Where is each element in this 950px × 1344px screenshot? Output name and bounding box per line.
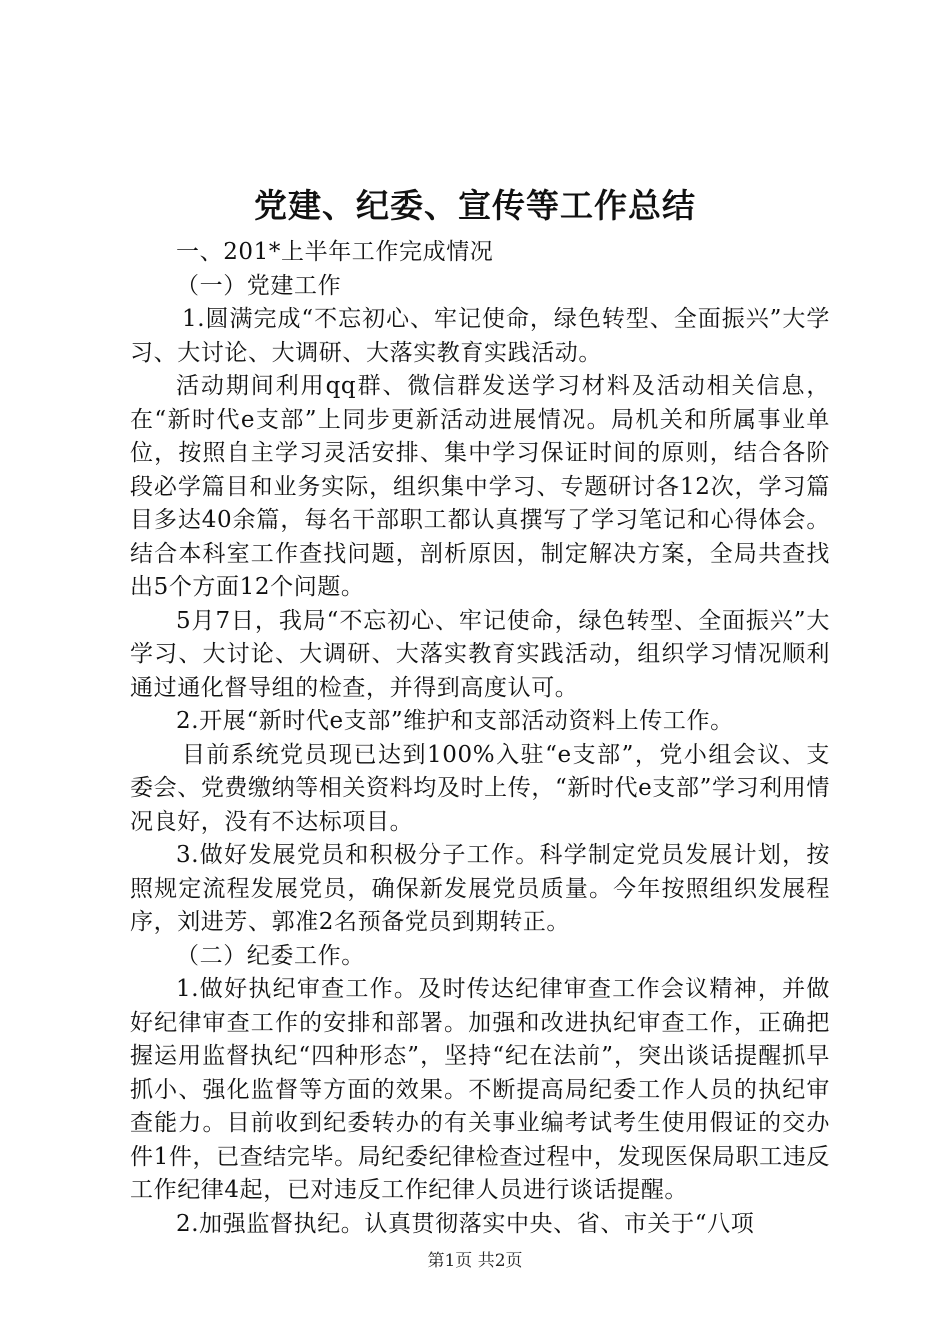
paragraph-item-1: 1.圆满完成“不忘初心、牢记使命，绿色转型、全面振兴”大学习、大讨论、大调研、大落实教育实践活动。: [130, 306, 830, 366]
paragraph-item-3: 3.做好发展党员和积极分子工作。科学制定党员发展计划，按照规定流程发展党员，确保新发展党员质量。今年按照组织发展程序，刘进芳、郭准2名预备党员到期转正。: [130, 842, 830, 935]
paragraph-activity-details: 活动期间利用qq群、微信群发送学习材料及活动相关信息，在“新时代e支部”上同步更新活动进展情况。局机关和所属事业单位，按照自主学习灵活安排、集中学习保证时间的原则，结合各阶段必学篇目和业务实际，组织集中学习、专题研讨各12次，学习篇目多达40余篇，每名干部职工都认真撰写了学习笔记和心得体会。结合本科室工作查找问题，剖析原因，制定解决方案，全局共查找出5个方面12个问题。: [130, 373, 830, 600]
paragraph-e-branch: 目前系统党员现已达到100%入驻“e支部”，党小组会议、支委会、党费缴纳等相关资料均及时上传，“新时代e支部”学习利用情况良好，没有不达标项目。: [130, 741, 830, 835]
subsection-heading-discipline: （二）纪委工作。: [176, 942, 365, 969]
page-footer: 第1页 共2页: [427, 1251, 523, 1271]
paragraph-discipline-item-2: 2.加强监督执纪。认真贯彻落实中央、省、市关于“八项: [176, 1210, 755, 1237]
section-heading-1: 一、201*上半年工作完成情况: [176, 239, 494, 265]
paragraph-inspection: 5月7日，我局“不忘初心、牢记使命，绿色转型、全面振兴”大学习、大讨论、大调研、大落实教育实践活动，组织学习情况顺利通过通化督导组的检查，并得到高度认可。: [130, 607, 830, 701]
paragraph-discipline-item-1: 1.做好执纪审查工作。及时传达纪律审查工作会议精神，并做好纪律审查工作的安排和部署。加强和改进执纪审查工作，正确把握运用监督执纪“四种形态”，坚持“纪在法前”，突出谈话提醒抓早抓小、强化监督等方面的效果。不断提高局纪委工作人员的执纪审查能力。目前收到纪委转办的有关事业编考试考生使用假证的交办件1件，已查结完毕。局纪委纪律检查过程中，发现医保局职工违反工作纪律4起，已对违反工作纪律人员进行谈话提醒。: [130, 976, 830, 1203]
document-title: 党建、纪委、宣传等工作总结: [254, 186, 696, 225]
paragraph-item-2: 2.开展“新时代e支部”维护和支部活动资料上传工作。: [176, 708, 734, 734]
document-body: [130, 236, 830, 1241]
subsection-heading-party-building: （一）党建工作: [176, 272, 342, 299]
